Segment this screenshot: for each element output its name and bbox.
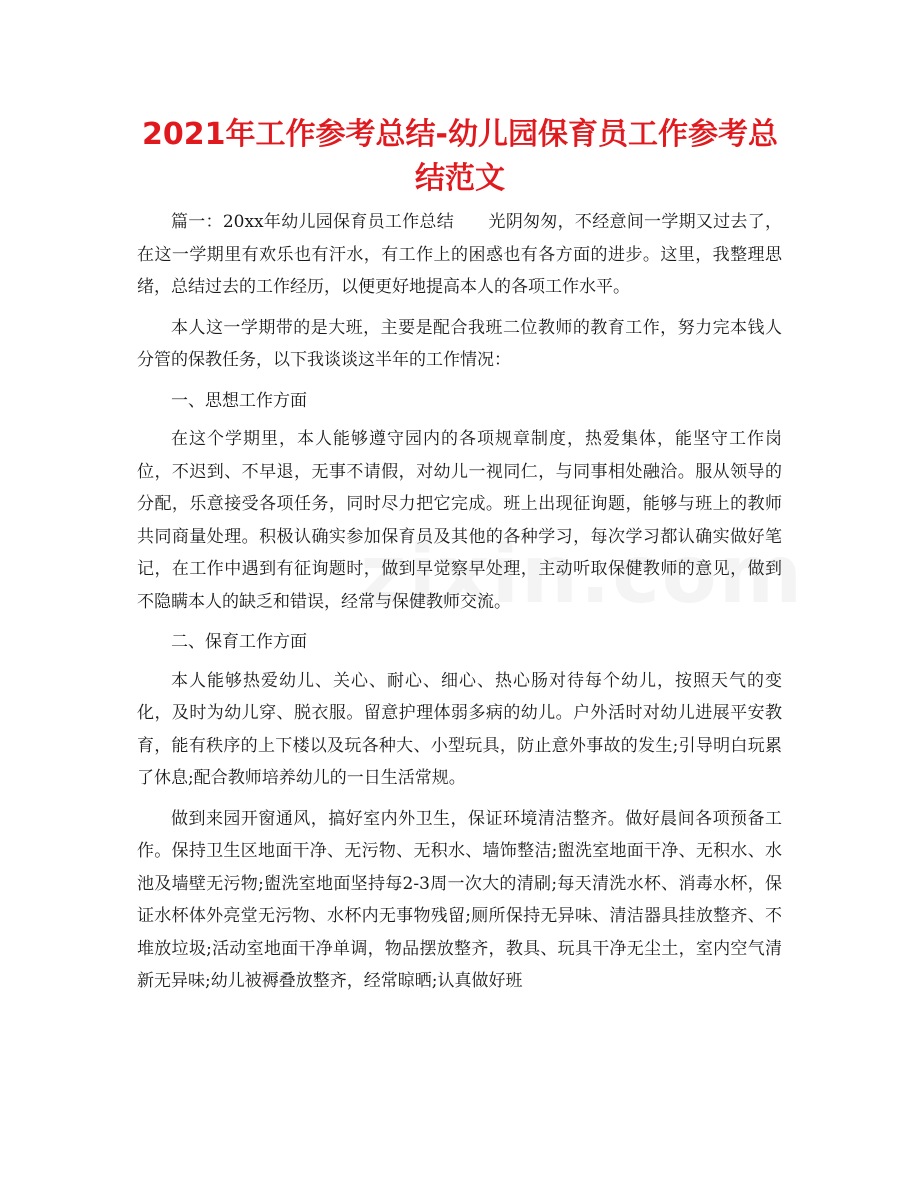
paragraph-intro: 篇一：20xx年幼儿园保育员工作总结 光阴匆匆，不经意间一学期又过去了，在这一学期里有欢乐也有汗水，有工作上的困惑也有各方面的进步。这里，我整理思绪，总结过去的工作经历，以便更好地提高本人的各项工作水平。 [137, 212, 782, 297]
section-heading-care: 二、保育工作方面 [171, 632, 307, 652]
paragraph-class-overview: 本人这一学期带的是大班，主要是配合我班二位教师的教育工作，努力完本钱人分管的保教任务，以下我谈谈这半年的工作情况： [137, 317, 782, 370]
section-heading-thought: 一、思想工作方面 [171, 390, 307, 411]
document-title: 2021年工作参考总结-幼儿园保育员工作参考总结范文 [142, 117, 778, 196]
paragraph-thought-work: 在这个学期里，本人能够遵守园内的各项规章制度，热爱集体，能坚守工作岗位，不迟到、不早退，无事不请假，对幼儿一视同仁，与同事相处融洽。服从领导的分配，乐意接受各项任务，同时尽力把它完成。班上出现征询题，能够与班上的教师共同商量处理。积极认确实参加保育员及其他的各种学习，每次学习都认确实做好笔记，在工作中遇到有征询题时，做到早觉察早处理，主动听取保健教师的意见，做到不隐瞒本人的缺乏和错误，经常与保健教师交流。 [137, 429, 782, 612]
paragraph-care-work: 本人能够热爱幼儿、关心、耐心、细心、热心肠对待每个幼儿，按照天气的变化，及时为幼儿穿、脱衣服。留意护理体弱多病的幼儿。户外活时对幼儿进展平安教育，能有秩序的上下楼以及玩各种大、小型玩具，防止意外事故的发生;引导明白玩累了休息;配合教师培养幼儿的一日生活常规。 [137, 670, 782, 788]
document-body [137, 206, 782, 1006]
paragraph-hygiene-work: 做到来园开窗通风，搞好室内外卫生，保证环境清洁整齐。做好晨间各项预备工作。保持卫生区地面干净、无污物、无积水、墙饰整洁;盥洗室地面干净、无积水、水池及墙壁无污物;盥洗室地面坚持每2-3周一次大的清刷;每天清洗水杯、消毒水杯，保证水杯体外亮堂无污物、水杯内无事物残留;厕所保持无异味、清洁器具挂放整齐、不堆放垃圾;活动室地面干净单调，物品摆放整齐，教具、玩具干净无尘土，室内空气清新无异味;幼儿被褥叠放整齐，经常晾晒;认真做好班 [137, 808, 782, 991]
